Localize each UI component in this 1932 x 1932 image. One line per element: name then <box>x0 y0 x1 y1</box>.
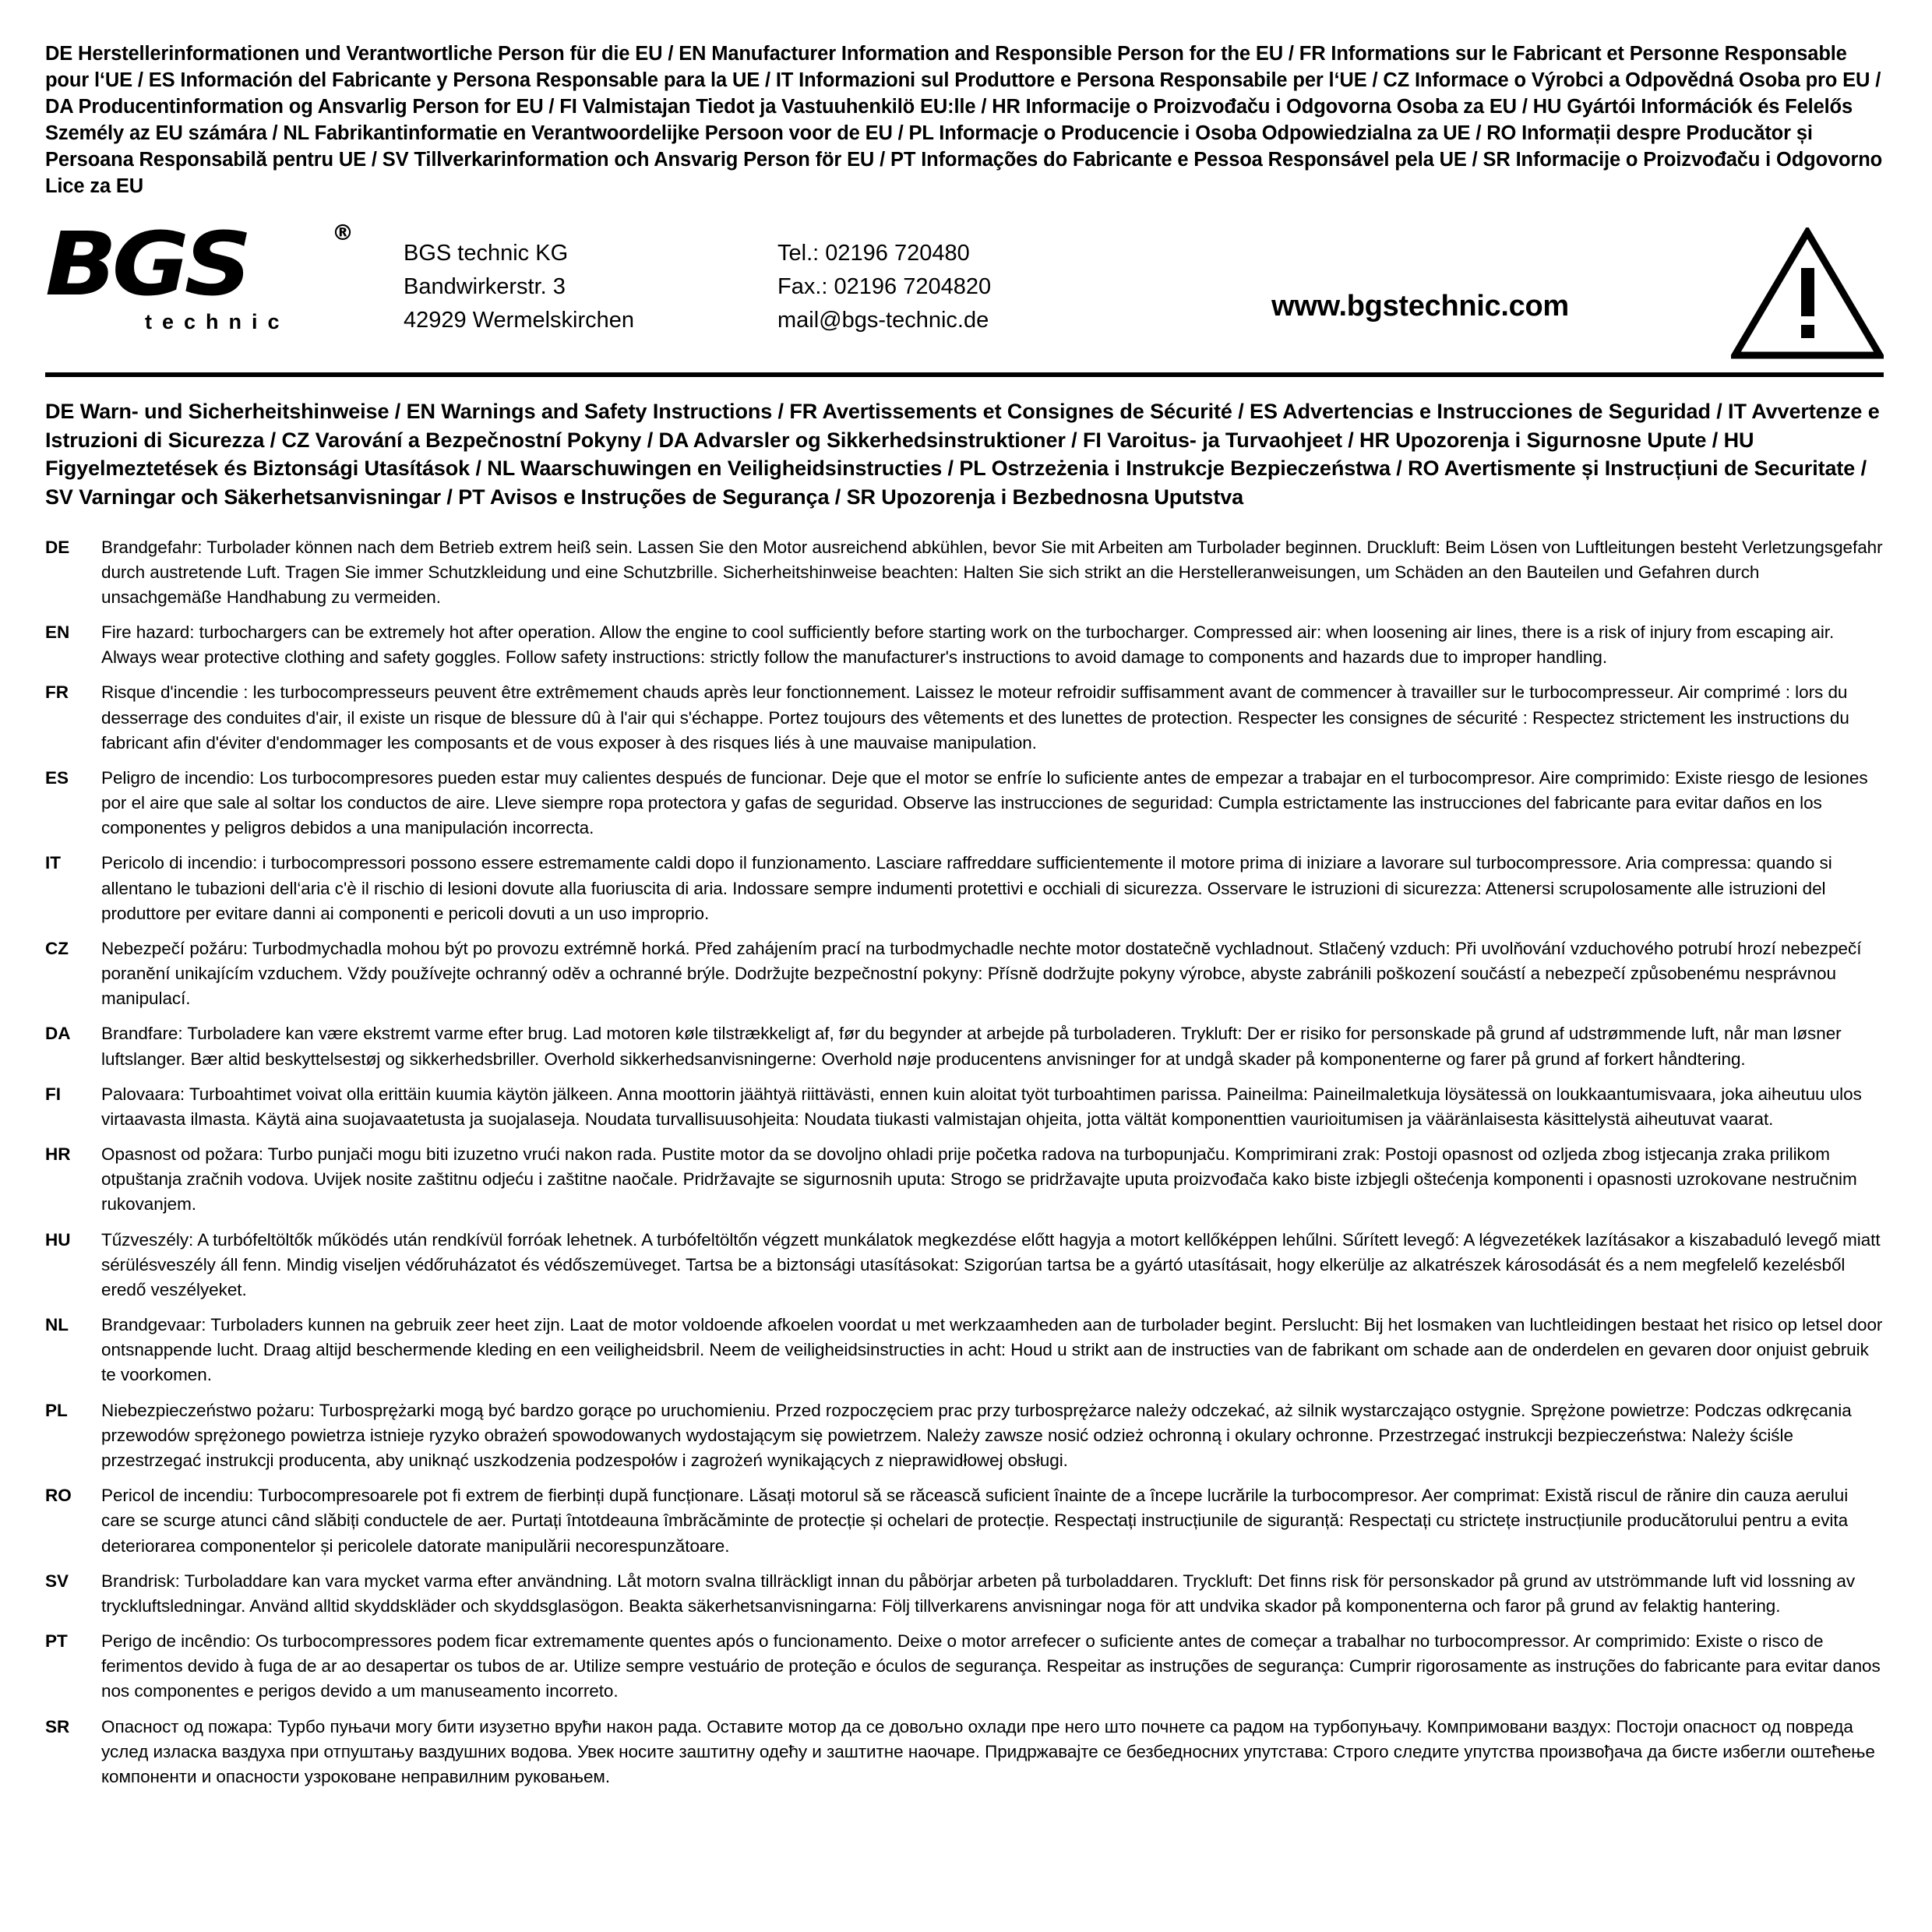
language-text: Niebezpieczeństwo pożaru: Turbosprężarki mogą być bardzo gorące po uruchomieniu. Przed rozpoczęciem prac przy turbosprężarce należy odczekać, aż silnik wystarczająco ostygnie. Sprężone powietrze: Podczas odkręcania przewodów sprężonego powietrza istnieje ryzyko obrażeń spowodowanych wydostającym się powietrzem. Należy zawsze nosić odzież ochronną i okulary ochronne. Przestrzegać instrukcji bezpieczeństwa: Należy ściśle przestrzegać instrukcji producenta, aby uniknąć uszkodzenia podzespołów i zagrożeń wynikających z nieprawidłowej obsługi. <box>101 1400 1852 1470</box>
language-code: FR <box>45 682 69 703</box>
list-item <box>45 1142 1884 1218</box>
language-text: Brandrisk: Turboladdare kan vara mycket varma efter användning. Låt motorn svalna tillräckligt innan du påbörjar arbeten på turboladdaren. Tryckluft: Det finns risk för personskador på grund av utströmmande luft vid lossning av tryckluftsledningar. Använd alltid skyddskläder och skyddsglasögon. Beakta säkerhetsanvisningarna: Följ tillverkarens anvisningar noga för att undvika skador på komponenterna och faror på grund av felaktig hantering. <box>101 1571 1856 1616</box>
language-text: Nebezpečí požáru: Turbodmychadla mohou být po provozu extrémně horká. Před zahájením prací na turbodmychadle nechte motor dostatečně vychladnout. Stlačený vzduch: Při uvolňování vzduchového potrubí hrozí nebezpečí poranění unikajícím vzduchem. Vždy používejte ochranný oděv a ochranné brýle. Dodržujte bezpečnostní pokyny: Přísně dodržujte pokyny výrobce, abyste zabránili poškození součástí a nebezpečí způsobenému nesprávnou manipulací. <box>101 938 1862 1009</box>
language-text: Опасност од пожара: Турбо пуњачи могу бити изузетно врући након рада. Оставите мотор да се довољно охлади пре него што почнете са радом на турбопуњачу. Компримовани ваздух: Постоји опасност од повреда услед изласка ваздуха при отпуштању ваздушних водова. Увек носите заштитну одећу и заштитне наочаре. Придржавајте се безбедносних упутстава: Строго следите упутства произвођача да бисте избегли оштећење компоненти и опасности узроковане неправилним руковањем. <box>101 1716 1875 1786</box>
language-text: Risque d'incendie : les turbocompresseurs peuvent être extrêmement chauds après leur fonctionnement. Laissez le moteur refroidir suffisamment avant de commencer à travailler sur le turbocompresseur. Air comprimé : lors du desserrage des conduites d'air, il existe un risque de blessure dû à l'air qui s'échappe. Portez toujours des vêtements et des lunettes de protection. Respecter les consignes de sécurité : Respectez strictement les instructions du fabricant afin d'éviter d'endommager les composants et de vous exposer à des risques liés à une mauvaise manipulation. <box>101 682 1849 753</box>
list-item <box>45 1228 1884 1303</box>
language-code: NL <box>45 1315 69 1335</box>
company-name: BGS technic KG <box>404 241 569 266</box>
language-code: PT <box>45 1631 68 1652</box>
language-code: DA <box>45 1024 71 1044</box>
company-fax: Fax.: 02196 7204820 <box>777 274 992 300</box>
list-item <box>45 1569 1884 1619</box>
language-paragraph-list <box>45 535 1884 1790</box>
bgs-wordmark: BGS <box>45 214 248 316</box>
language-text: Tűzveszély: A turbófeltöltők működés után rendkívül forróak lehetnek. A turbófeltöltőn végzett munkálatok megkezdése előtt hagyja a motort kellőképpen lehűlni. Sűrített levegő: A légvezetékek lazításakor a kiszabaduló levegő miatt sérülésveszély áll fenn. Mindig viseljen védőruházatot és védőszemüveget. Tartsa be a biztonsági utasításokat: Szigorúan tartsa be a gyártó utasításait, hogy elkerülje az alkatrészek károsodását és a nem megfelelő kezelésből eredő veszélyeket. <box>101 1229 1881 1299</box>
language-code: HU <box>45 1229 71 1250</box>
language-code: RO <box>45 1486 72 1506</box>
language-code: ES <box>45 767 69 788</box>
list-item <box>45 1715 1884 1790</box>
company-website: www.bgstechnic.com <box>1271 290 1569 323</box>
list-item <box>45 680 1884 756</box>
logo-cell <box>45 214 404 334</box>
language-text: Brandgevaar: Turboladers kunnen na gebruik zeer heet zijn. Laat de motor voldoende afkoelen voordat u met werkzaamheden aan de turbolader begint. Perslucht: Bij het losmaken van luchtleidingen bestaat het risico op letsel door ontsnappende lucht. Draag altijd beschermende kleding en een veiligheidsbril. Neem de veiligheidsinstructies in acht: Houd u strikt aan de instructies van de fabrikant om schade aan de onderdelen en gevaren door onjuist gebruik te voorkomen. <box>101 1315 1883 1385</box>
manufacturer-block <box>45 214 1884 377</box>
bgs-logo-subtext: technic <box>145 310 290 334</box>
list-item <box>45 1398 1884 1474</box>
company-tel: Tel.: 02196 720480 <box>777 241 970 266</box>
company-contact <box>777 220 1136 337</box>
language-code: PL <box>45 1400 68 1420</box>
registered-trademark-icon: ® <box>332 220 354 246</box>
bgs-logo <box>45 214 372 334</box>
language-code: EN <box>45 622 70 643</box>
language-code: SV <box>45 1571 69 1591</box>
language-code: IT <box>45 853 61 873</box>
language-text: Pericolo di incendio: i turbocompressori possono essere estremamente caldi dopo il funzionamento. Lasciare raffreddare sufficientemente il motore prima di iniziare a lavorare sul turbocompressore. Aria compressa: quando si allentano le tubazioni dell‘aria c'è il rischio di lesioni dovute alla fuoriuscita di aria. Indossare sempre indumenti protettivi e occhiali di sicurezza. Osservare le istruzioni di sicurezza: Attenersi scrupolosamente alle istruzioni del produttore per evitare danni ai componenti e pericoli dovuti a un uso improprio. <box>101 853 1832 923</box>
list-item <box>45 535 1884 611</box>
language-text: Brandgefahr: Turbolader können nach dem Betrieb extrem heiß sein. Lassen Sie den Motor ausreichend abkühlen, bevor Sie mit Arbeiten am Turbolader beginnen. Druckluft: Beim Lösen von Luftleitungen besteht Verletzungsgefahr durch austretende Luft. Tragen Sie immer Schutzkleidung und eine Schutzbrille. Sicherheitshinweise beachten: Halten Sie sich strikt an die Herstelleranweisungen, um Schäden an den Bauteilen und Gefahren durch unsachgemäße Handhabung zu vermeiden. <box>101 537 1883 607</box>
list-item <box>45 766 1884 841</box>
company-email: mail@bgs-technic.de <box>777 308 989 333</box>
language-code: DE <box>45 537 70 557</box>
language-text: Brandfare: Turboladere kan være ekstremt varme efter brug. Lad motoren køle tilstrækkeligt af, før du begynder at arbejde på turboladeren. Trykluft: Der er risiko for personskade på grund af udstrømmende luft, når man løsner luftslanger. Bær altid beskyttelsestøj og sikkerhedsbriller. Overhold sikkerhedsanvisningerne: Overhold nøje producentens anvisninger for at undgå skader på komponenterne og farer på grund af forkert håndtering. <box>101 1024 1842 1069</box>
company-street: Bandwirkerstr. 3 <box>404 274 566 300</box>
list-item <box>45 1629 1884 1705</box>
language-code: HR <box>45 1144 71 1165</box>
company-city: 42929 Wermelskirchen <box>404 308 635 333</box>
language-code: FI <box>45 1084 61 1104</box>
language-text: Peligro de incendio: Los turbocompresores pueden estar muy calientes después de funcionar. Deje que el motor se enfríe lo suficiente antes de empezar a trabajar en el turbocompresor. Aire comprimido: Existe riesgo de lesiones por el aire que sale al soltar los conductos de aire. Lleve siempre ropa protectora y gafas de seguridad. Observe las instrucciones de seguridad: Cumpla estrictamente las instrucciones del fabricante para evitar daños en los componentes y peligros debidos a una manipulación incorrecta. <box>101 767 1868 838</box>
warning-triangle-icon <box>1731 227 1884 360</box>
language-code: CZ <box>45 938 69 958</box>
language-text: Palovaara: Turboahtimet voivat olla erittäin kuumia käytön jälkeen. Anna moottorin jäähtyä riittävästi, ennen kuin aloitat työt turboahtimen parissa. Paineilma: Paineilmaletkuja löysätessä on loukkaantumisvaara, joka aiheutuu ulos virtaavasta ilmasta. Käytä aina suojavaatetusta ja suojalaseja. Noudata turvallisuusohjeita: Noudata tiukasti valmistajan ohjeita, jotta vältät komponenttien vaurioitumisen ja vääränlaisesta käsittelystä aiheutuvat vaarat. <box>101 1084 1862 1129</box>
language-text: Perigo de incêndio: Os turbocompressores podem ficar extremamente quentes após o funcionamento. Deixe o motor arrefecer o suficiente antes de começar a trabalhar no turbocompressor. Ar comprimido: Existe o risco de ferimentos devido à fuga de ar ao desapertar os tubos de ar. Utilize sempre vestuário de proteção e óculos de segurança. Respeitar as instruções de segurança: Cumprir rigorosamente as instruções do fabricante para evitar danos nos componentes e perigos devido a um manuseamento incorreto. <box>101 1631 1881 1701</box>
language-text: Fire hazard: turbochargers can be extremely hot after operation. Allow the engine to cool sufficiently before starting work on the turbocharger. Compressed air: when loosening air lines, there is a risk of injury from escaping air. Always wear protective clothing and safety goggles. Follow safety instructions: strictly follow the manufacturer's instructions to avoid damage to components and hazards due to improper handling. <box>101 622 1835 668</box>
list-item <box>45 620 1884 670</box>
list-item <box>45 851 1884 926</box>
list-item <box>45 1483 1884 1559</box>
company-address <box>404 220 777 337</box>
manufacturer-info-heading: DE Herstellerinformationen und Verantwortliche Person für die EU / EN Manufacturer Information and Responsible Person for the EU / FR Informations sur le Fabricant et Personne Responsable pour l‘UE / ES Información del Fabricante y Persona Responsable para la UE / IT Informazioni sul Produttore e Persona Responsabile per l‘UE / CZ Informace o Výrobci a Odpovědná Osoba pro EU / DA Producentinformation og Ansvarlig Person for EU / FI Valmistajan Tiedot ja Vastuuhenkilö EU:lle / HR Informacije o Proizvođaču i Odgovorna Osoba za EU / HU Gyártói Információk és Felelős Személy az EU számára / NL Fabrikantinformatie en Verantwoordelijke Persoon voor de EU / PL Informacje o Producencie i Osoba Odpowiedzialna za UE / RO Informații despre Producător și Persoana Responsabilă pentru UE / SV Tillverkarinformation och Ansvarig Person för EU / PT Informações do Fabricante e Pessoa Responsável pela UE / SR Informacije o Proizvođaču i Odgovorno Lice za EU <box>45 43 1883 198</box>
language-code: SR <box>45 1716 70 1736</box>
language-text: Opasnost od požara: Turbo punjači mogu biti izuzetno vrući nakon rada. Pustite motor da se dovoljno ohladi prije početka radova na turbopunjaču. Komprimirani zrak: Postoji opasnost od ozljeda zbog istjecanja zraka prilikom otpuštanja zračnih vodova. Uvijek nosite zaštitnu odjeću i zaštitne naočale. Pridržavajte se sigurnosnih uputa: Strogo se pridržavajte uputa proizvođača kako biste izbjegli oštećenja komponenti i opasnosti uzrokovane nestručnim rukovanjem. <box>101 1144 1857 1215</box>
list-item <box>45 1082 1884 1132</box>
list-item <box>45 1021 1884 1071</box>
language-text: Pericol de incendiu: Turbocompresoarele pot fi extrem de fierbinți după funcționare. Lăsați motorul să se răcească suficient înainte de a începe lucrările la turbocompresor. Aer comprimat: Există riscul de rănire din cauza aerului care se scurge atunci când slăbiți conductele de aer. Purtați întotdeauna îmbrăcăminte de protecție și ochelari de protecție. Respectați instrucțiunile de siguranță: Respectați cu strictețe instrucțiunile producătorului pentru a evita deteriorarea componentelor și pericolele datorate manipulării necorespunzătoare. <box>101 1486 1849 1556</box>
list-item <box>45 936 1884 1012</box>
list-item <box>45 1313 1884 1388</box>
warning-symbol-cell <box>1705 220 1884 360</box>
warnings-heading: DE Warn- und Sicherheitshinweise / EN Warnings and Safety Instructions / FR Avertissements et Consignes de Sécurité / ES Advertencias e Instrucciones de Seguridad / IT Avvertenze e Istruzioni di Sicurezza / CZ Varování a Bezpečnostní Pokyny / DA Advarsler og Sikkerhedsinstruktioner / FI Varoitus- ja Turvaohjeet / HR Upozorenja i Sigurnosne Upute / HU Figyelmeztetések és Biztonsági Utasítások / NL Waarschuwingen en Veiligheidsinstructies / PL Ostrzeżenia i Instrukcje Bezpieczeństwa / RO Avertismente și Instrucțiuni de Securitate / SV Varningar och Säkerhetsanvisningar / PT Avisos e Instruções de Segurança / SR Upozorenja i Bezbednosna Uputstva <box>45 400 1880 509</box>
